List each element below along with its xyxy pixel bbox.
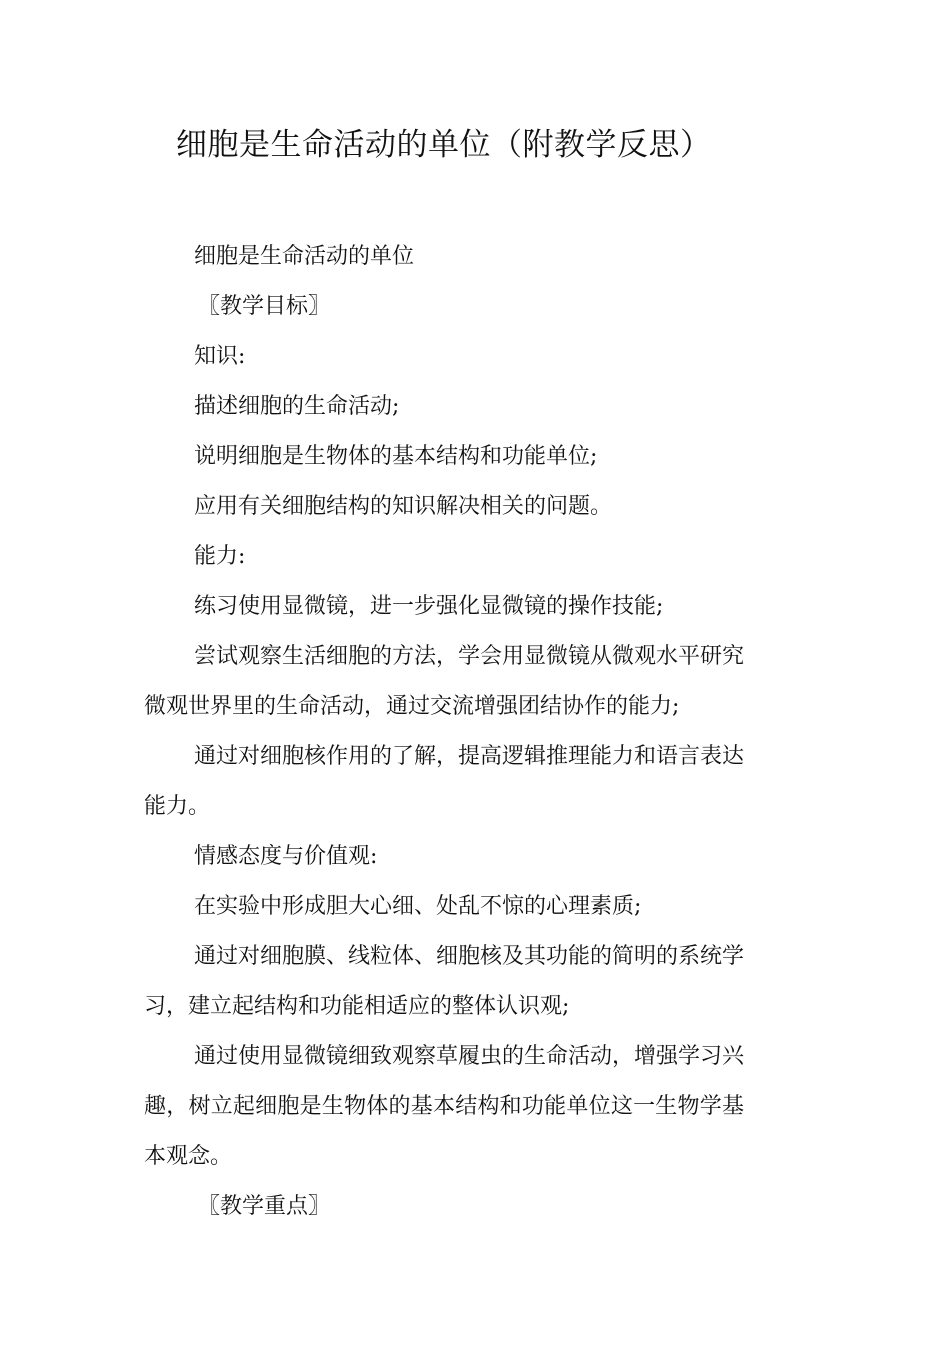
paragraph: 在实验中形成胆大心细、处乱不惊的心理素质; xyxy=(194,894,642,919)
paragraph: 通过对细胞膜、线粒体、细胞核及其功能的简明的系统学习，建立起结构和功能相适应的整体认识观; xyxy=(144,944,745,1019)
paragraph: 练习使用显微镜，进一步强化显微镜的操作技能; xyxy=(194,594,664,619)
paragraph: 尝试观察生活细胞的方法，学会用显微镜从微观水平研究微观世界里的生命活动，通过交流增强团结协作的能力; xyxy=(144,644,745,719)
paragraph-values-label: 情感态度与价值观: xyxy=(194,844,378,869)
document-body xyxy=(144,232,744,1232)
paragraph: 描述细胞的生命活动; xyxy=(194,394,400,419)
document-title: 细胞是生命活动的单位（附教学反思） xyxy=(176,127,712,163)
paragraph-subtitle: 细胞是生命活动的单位 xyxy=(194,244,415,269)
paragraph-ability-label: 能力: xyxy=(194,544,246,569)
section-heading-key-points: 〖教学重点〗 xyxy=(198,1194,331,1219)
paragraph-knowledge-label: 知识: xyxy=(194,344,246,369)
paragraph: 说明细胞是生物体的基本结构和功能单位; xyxy=(194,444,598,469)
paragraph: 通过对细胞核作用的了解，提高逻辑推理能力和语言表达能力。 xyxy=(144,744,745,819)
paragraph: 通过使用显微镜细致观察草履虫的生命活动，增强学习兴趣，树立起细胞是生物体的基本结构和功能单位这一生物学基本观念。 xyxy=(144,1044,745,1169)
section-heading-objectives: 〖教学目标〗 xyxy=(198,294,331,319)
paragraph: 应用有关细胞结构的知识解决相关的问题。 xyxy=(194,494,613,519)
